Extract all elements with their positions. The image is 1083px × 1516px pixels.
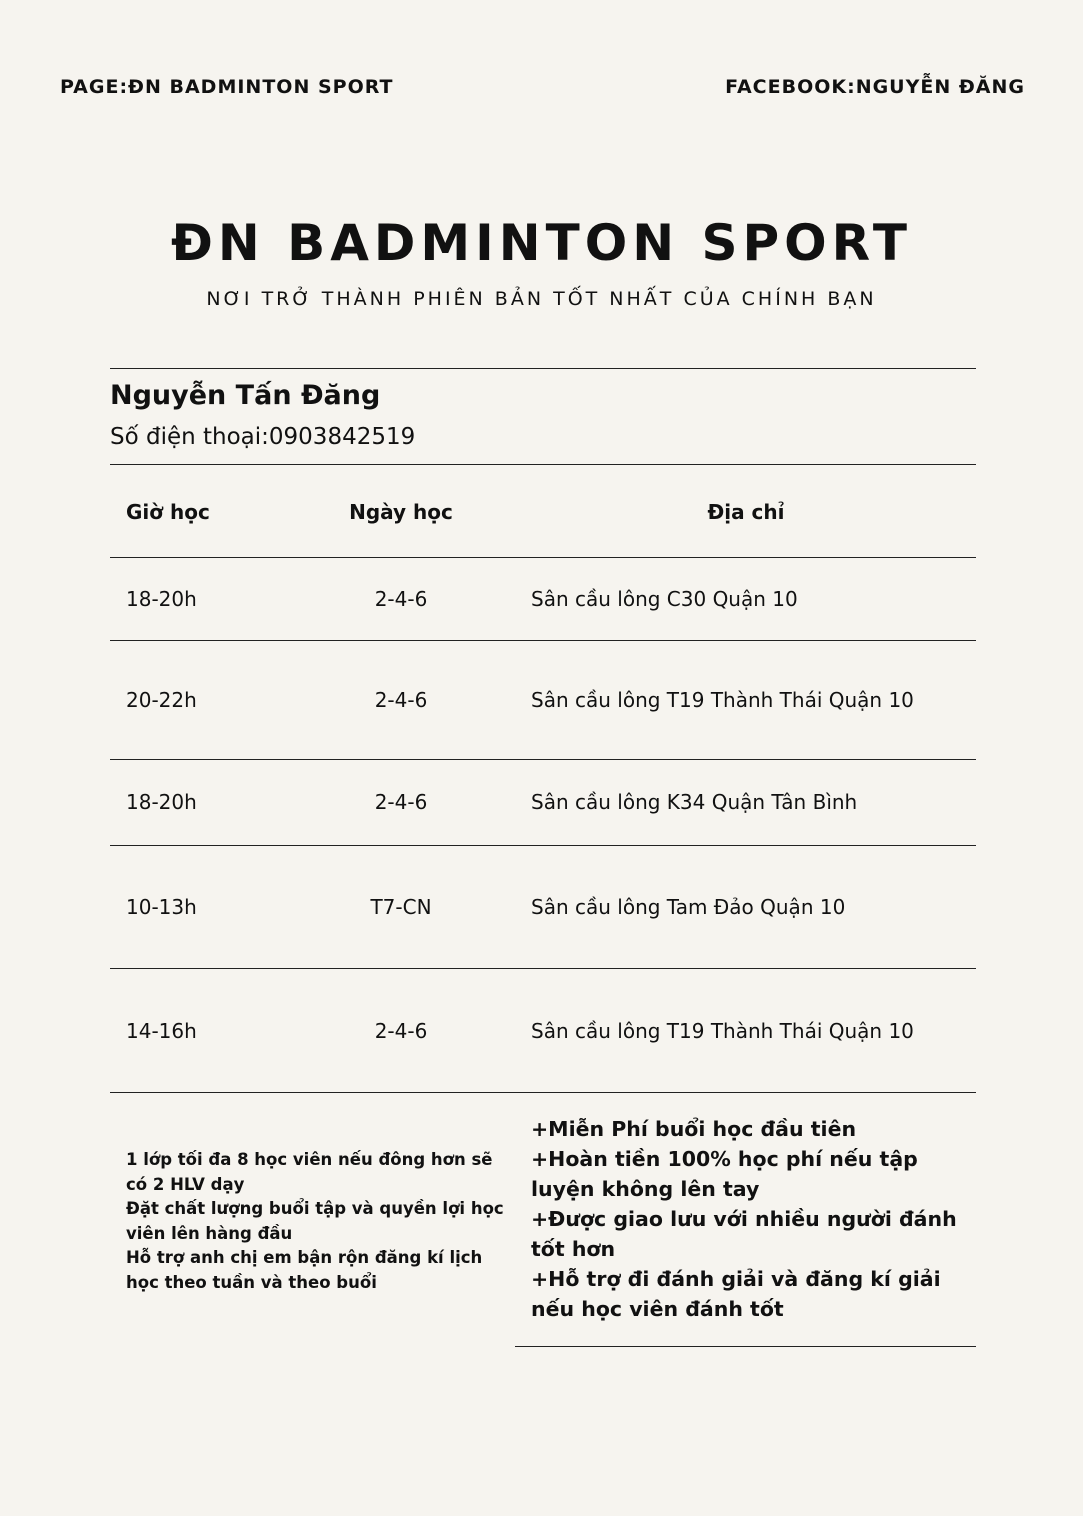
row-days: 2-4-6 <box>374 587 428 611</box>
row-time: 20-22h <box>126 688 197 712</box>
benefit-item: +Hoàn tiền 100% học phí nếu tập luyện không lên tay <box>531 1147 918 1201</box>
divider <box>110 968 976 969</box>
note-item: Hỗ trợ anh chị em bận rộn đăng kí lịch học theo tuần và theo buổi <box>126 1248 483 1292</box>
row-time: 18-20h <box>126 587 197 611</box>
divider <box>515 1346 976 1347</box>
facebook-label: FACEBOOK:NGUYỄN ĐĂNG <box>725 76 1025 98</box>
divider <box>110 1092 976 1093</box>
contact-name: Nguyễn Tấn Đăng <box>110 380 381 411</box>
row-days: 2-4-6 <box>374 790 428 814</box>
row-address: Sân cầu lông K34 Quận Tân Bình <box>531 790 858 814</box>
row-address: Sân cầu lông C30 Quận 10 <box>531 587 798 611</box>
page-subtitle: NƠI TRỞ THÀNH PHIÊN BẢN TỐT NHẤT CỦA CHÍNH BẠN <box>206 288 877 310</box>
row-days: 2-4-6 <box>374 1019 428 1043</box>
benefits-list <box>531 1114 971 1324</box>
benefit-item: +Hỗ trợ đi đánh giải và đăng kí giải nếu học viên đánh tốt <box>531 1267 941 1321</box>
divider <box>110 759 976 760</box>
benefit-item: +Được giao lưu với nhiều người đánh tốt hơn <box>531 1207 957 1261</box>
note-item: Đặt chất lượng buổi tập và quyền lợi học viên lên hàng đầu <box>126 1199 504 1243</box>
divider <box>110 464 976 465</box>
page-title: ĐN BADMINTON SPORT <box>170 214 913 272</box>
header-time: Giờ học <box>126 500 210 524</box>
contact-phone: Số điện thoại:0903842519 <box>110 424 416 450</box>
divider <box>110 368 976 369</box>
row-address: Sân cầu lông Tam Đảo Quận 10 <box>531 895 846 919</box>
row-time: 14-16h <box>126 1019 197 1043</box>
divider <box>110 640 976 641</box>
row-days: 2-4-6 <box>374 688 428 712</box>
row-time: 18-20h <box>126 790 197 814</box>
divider <box>110 557 976 558</box>
header-address: Địa chỉ <box>707 500 785 524</box>
row-address: Sân cầu lông T19 Thành Thái Quận 10 <box>531 1019 914 1043</box>
row-days: T7-CN <box>370 895 432 919</box>
note-item: 1 lớp tối đa 8 học viên nếu đông hơn sẽ có 2 HLV dạy <box>126 1150 493 1194</box>
benefit-item: +Miễn Phí buổi học đầu tiên <box>531 1117 857 1141</box>
header-days: Ngày học <box>349 500 453 524</box>
row-time: 10-13h <box>126 895 197 919</box>
page-label: PAGE:ĐN BADMINTON SPORT <box>60 76 394 98</box>
class-notes <box>126 1148 506 1295</box>
divider <box>110 845 976 846</box>
row-address: Sân cầu lông T19 Thành Thái Quận 10 <box>531 688 914 712</box>
